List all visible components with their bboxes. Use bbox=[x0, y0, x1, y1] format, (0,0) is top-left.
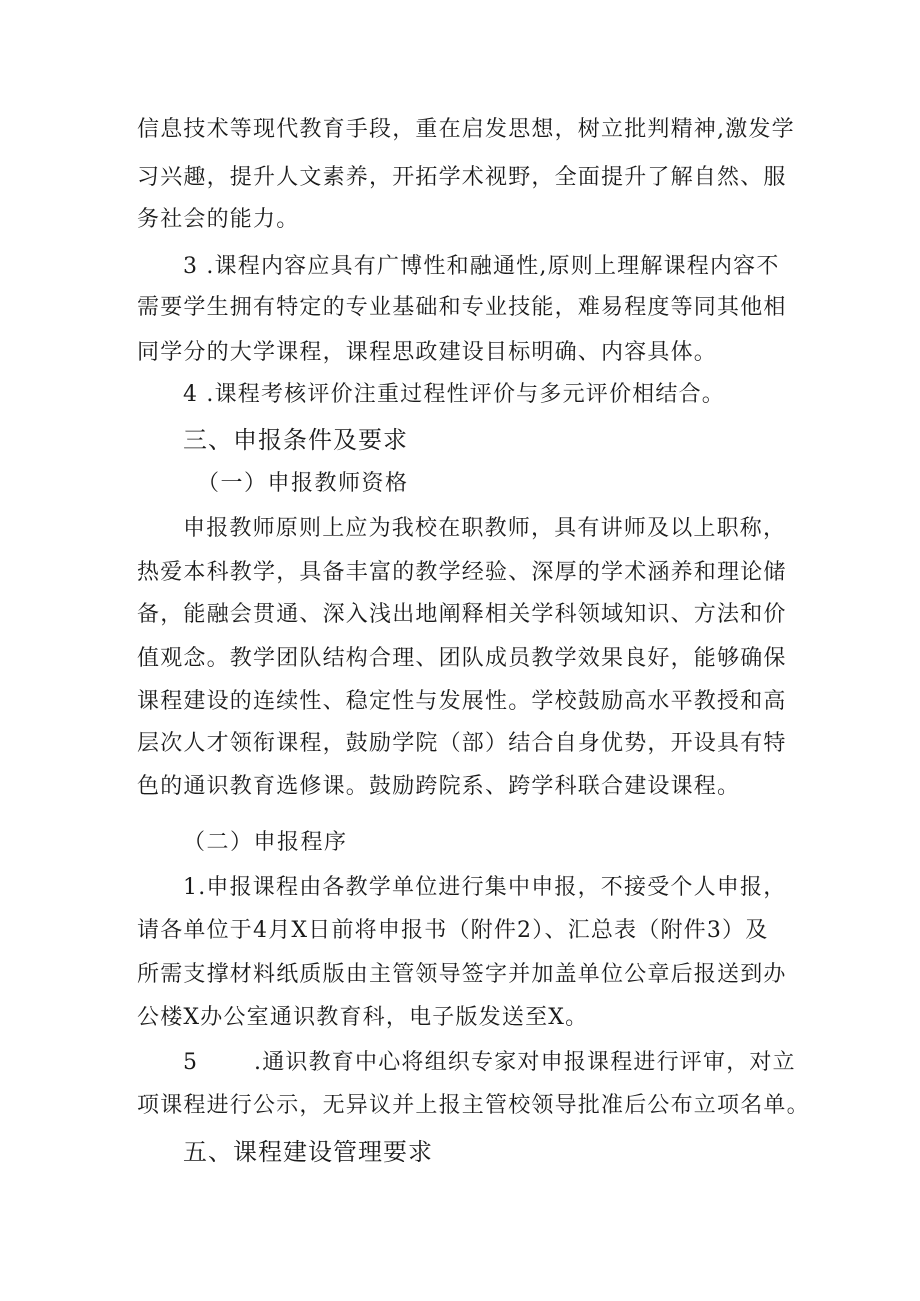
paragraph-line: 项课程进行公示，无异议并上报主管校领导批准后公布立项名单。 bbox=[137, 1093, 810, 1118]
paragraph-line: 热爱本科教学，具备丰富的教学经验、深厚的学术涵养和理论储 bbox=[137, 560, 787, 585]
paragraph-line: .通识教育中心将组织专家对申报课程进行评审，对立 bbox=[254, 1050, 796, 1075]
paragraph-line: 公楼X办公室通识教育科，电子版发送至X。 bbox=[137, 1005, 589, 1030]
paragraph-line: 课程建设的连续性、稳定性与发展性。学校鼓励高水平教授和高 bbox=[137, 689, 787, 714]
subsection-heading: （二）申报程序 bbox=[183, 830, 348, 855]
paragraph-line: 备，能融会贯通、深入浅出地阐释相关学科领域知识、方法和价 bbox=[137, 602, 787, 627]
paragraph-line: 信息技术等现代教育手段，重在启发思想，树立批判精神,激发学 bbox=[137, 117, 795, 142]
paragraph-line: 3 .课程内容应具有广博性和融通性,原则上理解课程内容不 bbox=[183, 254, 780, 279]
paragraph-line: 色的通识教育选修课。鼓励跨院系、跨学科联合建设课程。 bbox=[137, 774, 741, 799]
section-heading: 三、申报条件及要求 bbox=[183, 426, 408, 454]
paragraph-line: 务社会的能力。 bbox=[137, 207, 300, 232]
paragraph-line: 层次人才领衔课程，鼓励学院（部）结合自身优势，开设具有特 bbox=[137, 731, 787, 756]
paragraph-line: 请各单位于4月X日前将申报书（附件2）、汇总表（附件3）及 bbox=[137, 918, 769, 943]
paragraph-line: 同学分的大学课程，课程思政建设目标明确、内容具体。 bbox=[137, 340, 718, 365]
paragraph-line: 习兴趣，提升人文素养，开拓学术视野，全面提升了解自然、服 bbox=[137, 165, 787, 190]
paragraph-line: 1.申报课程由各教学单位进行集中申报，不接受个人申报， bbox=[183, 875, 787, 900]
paragraph-line: 申报教师原则上应为我校在职教师，具有讲师及以上职称， bbox=[183, 516, 787, 541]
section-heading: 五、课程建设管理要求 bbox=[183, 1138, 433, 1166]
paragraph-line: 4 .课程考核评价注重过程性评价与多元评价相结合。 bbox=[183, 382, 725, 407]
subsection-heading: （一）申报教师资格 bbox=[197, 471, 409, 496]
paragraph-line: 值观念。教学团队结构合理、团队成员教学效果良好，能够确保 bbox=[137, 646, 787, 671]
paragraph-line: 所需支撑材料纸质版由主管领导签字并加盖单位公章后报送到办 bbox=[137, 962, 787, 987]
paragraph-line: 需要学生拥有特定的专业基础和专业技能，难易程度等同其他相 bbox=[137, 295, 787, 320]
list-number: 5 bbox=[183, 1050, 199, 1075]
